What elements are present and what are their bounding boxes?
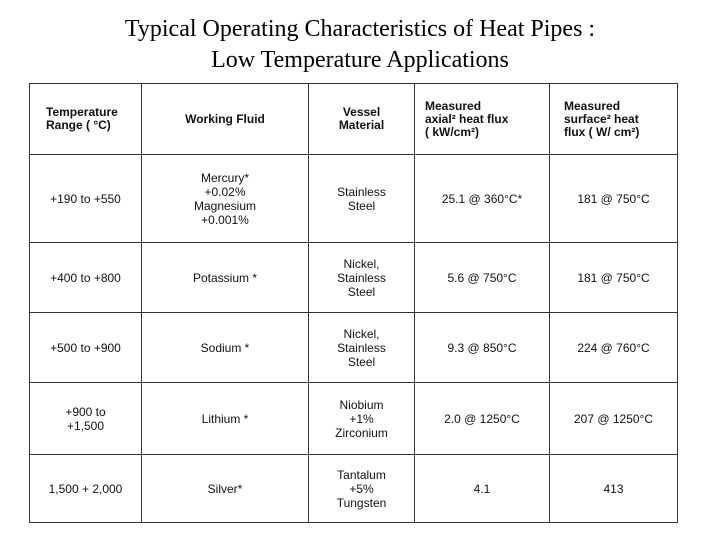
- table-header-row: [30, 84, 678, 155]
- table-row: [30, 155, 678, 243]
- cell-temperature-range: +400 to +800: [30, 243, 142, 313]
- header-axial-heat-flux: Measured axial² heat flux ( kW/cm²): [415, 84, 550, 155]
- cell-vessel-material: Nickel, Stainless Steel: [309, 243, 415, 313]
- cell-surface-heat-flux: 207 @ 1250°C: [550, 383, 678, 455]
- cell-axial-heat-flux: 2.0 @ 1250°C: [415, 383, 550, 455]
- cell-axial-heat-flux: 4.1: [415, 455, 550, 523]
- table-row: [30, 455, 678, 523]
- slide-title-line-2: Low Temperature Applications: [211, 47, 509, 73]
- cell-vessel-material: Niobium +1% Zirconium: [309, 383, 415, 455]
- cell-surface-heat-flux: 181 @ 750°C: [550, 243, 678, 313]
- cell-temperature-range: +190 to +550: [30, 155, 142, 243]
- cell-vessel-material: Tantalum +5% Tungsten: [309, 455, 415, 523]
- cell-surface-heat-flux: 181 @ 750°C: [550, 155, 678, 243]
- cell-working-fluid: Potassium *: [142, 243, 309, 313]
- cell-working-fluid: Mercury* +0.02% Magnesium +0.001%: [142, 155, 309, 243]
- cell-working-fluid: Lithium *: [142, 383, 309, 455]
- cell-axial-heat-flux: 9.3 @ 850°C: [415, 313, 550, 383]
- cell-surface-heat-flux: 413: [550, 455, 678, 523]
- cell-temperature-range: +900 to +1,500: [30, 383, 142, 455]
- cell-vessel-material: Stainless Steel: [309, 155, 415, 243]
- table-row: [30, 243, 678, 313]
- cell-vessel-material: Nickel, Stainless Steel: [309, 313, 415, 383]
- cell-surface-heat-flux: 224 @ 760°C: [550, 313, 678, 383]
- cell-temperature-range: +500 to +900: [30, 313, 142, 383]
- header-vessel-material: Vessel Material: [309, 84, 415, 155]
- cell-working-fluid: Sodium *: [142, 313, 309, 383]
- table-row: [30, 313, 678, 383]
- heat-pipe-characteristics-table: [29, 83, 678, 523]
- header-working-fluid: Working Fluid: [142, 84, 309, 155]
- header-temperature-range: Temperature Range ( °C): [30, 84, 142, 155]
- slide-title-line-1: Typical Operating Characteristics of Heat Pipes :: [124, 16, 596, 42]
- slide-title: [0, 14, 720, 76]
- cell-axial-heat-flux: 25.1 @ 360°C*: [415, 155, 550, 243]
- header-surface-heat-flux: Measured surface² heat flux ( W/ cm²): [550, 84, 678, 155]
- cell-axial-heat-flux: 5.6 @ 750°C: [415, 243, 550, 313]
- cell-temperature-range: 1,500 + 2,000: [30, 455, 142, 523]
- table-row: [30, 383, 678, 455]
- cell-working-fluid: Silver*: [142, 455, 309, 523]
